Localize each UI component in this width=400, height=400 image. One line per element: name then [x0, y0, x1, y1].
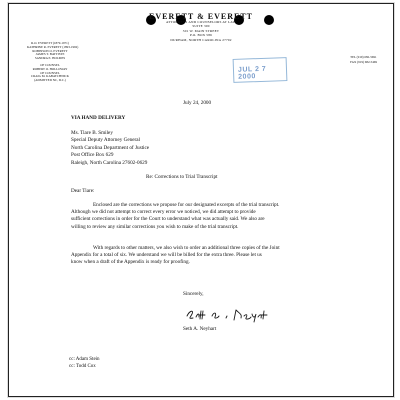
received-stamp: JUL 2 7 2000 — [233, 57, 288, 83]
subject-line: Re: Corrections to Trial Transcript — [146, 174, 218, 180]
body-paragraph: With regards to other matters, we also wish to order an additional three copies of the Joint Appendix for a total of six. We understand we will be billed for the extra three. Please let us know when a draft of the Appendix is ready for proofing. — [71, 245, 280, 266]
firm-address: ATTORNEYS AND COUNSELORS AT LAW SUITE 300 301 W. MAIN STREET P.O. BOX 586 DURHAM, NORTH CAROLINA 27702 — [165, 20, 237, 42]
signer-name: Seth A. Neyhart — [183, 326, 217, 332]
contact-numbers — [350, 55, 377, 64]
cc-list: cc: Adam Stein cc: Todd Cox — [69, 357, 100, 369]
closing: Sincerely, — [183, 291, 204, 297]
attorney-list: R.O. EVERETT (1879-1971) KATHRINE R. EVERETT (1893-1992) ROBINSON O. EVERETT JAMES T. BATTISTE SANDRA E. HOLMES OF COUNSEL ROBERT O. HOLLOWAY OF COUNSEL CRAIG M. KABATCHNICK (ADMITTED NC, D.C.) — [27, 41, 79, 83]
salutation: Dear Tiare: — [71, 188, 95, 194]
fax-number: FAX (919) 682-5469 — [350, 59, 377, 64]
letter-page — [8, 3, 394, 397]
delivery-method: VIA HAND DELIVERY — [71, 115, 126, 121]
letter-date: July 24, 2000 — [183, 100, 212, 106]
phone-number: TEL (919) 682-5691 — [350, 55, 377, 59]
firm-name: EVERETT & EVERETT — [149, 12, 253, 21]
recipient-address: Ms. Tiare B. Smiley Special Deputy Attorney General North Carolina Department of Justice Post Office Box 629 Raleigh, North Carolina 27602-0629 — [71, 130, 150, 166]
body-paragraph: Enclosed are the corrections we propose for our designated excerpts of the trial transcript. Although we did not attempt to correct every error we noticed, we did attempt to provide sufficient corrections in order for the Court to understand what was actually said. We also are willing to review any similar corrections you wish to make of the trial transcript. — [71, 202, 280, 230]
handwritten-signature — [184, 302, 274, 324]
